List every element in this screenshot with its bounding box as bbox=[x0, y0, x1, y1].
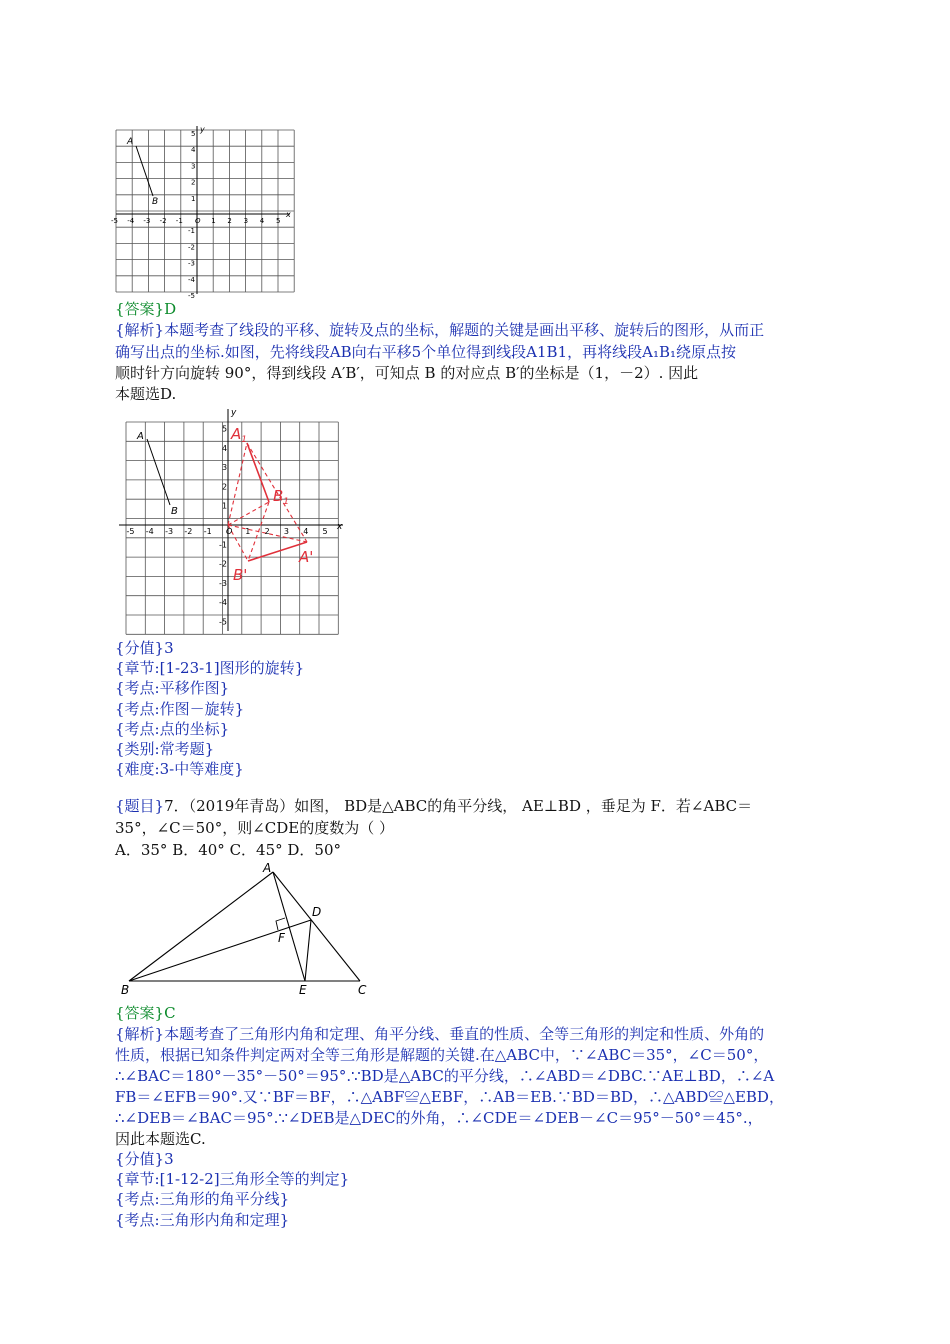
y-tick-label: 3 bbox=[191, 162, 196, 171]
x-tick-label: 5 bbox=[276, 217, 281, 225]
analysis-1-line-2-text: 确写出点的坐标.如图，先将线段AB向右平移5个单位得到线段A1B1，再将线段A₁B₁绕原点按 bbox=[115, 343, 736, 361]
point-b-label-2: B bbox=[171, 506, 178, 517]
point-b-label-1: B bbox=[152, 197, 159, 207]
point-a-label-1: A bbox=[127, 137, 134, 147]
metadata-line: {考点:平移作图} bbox=[115, 679, 230, 698]
y-tick-label: -2 bbox=[188, 243, 195, 252]
point-a1-main: A bbox=[231, 425, 242, 443]
segment-ab-1 bbox=[136, 146, 153, 196]
y-axis-label-1: y bbox=[200, 125, 205, 134]
y-tick-label: -2 bbox=[219, 559, 227, 569]
y-tick-label: 5 bbox=[191, 130, 196, 138]
point-b1-main: B bbox=[273, 487, 284, 505]
y-tick-label: 3 bbox=[222, 463, 228, 473]
y-tick-label: -5 bbox=[188, 292, 195, 300]
coordinate-graph-2 bbox=[115, 405, 350, 637]
answer-1: {答案}D bbox=[115, 300, 177, 318]
label-c: C bbox=[358, 983, 367, 997]
y-tick-label: -3 bbox=[188, 259, 195, 268]
metadata-line: {章节:[1-23-1]图形的旋转} bbox=[115, 659, 305, 678]
segment-de bbox=[305, 920, 311, 981]
x-tick-label: O bbox=[226, 527, 233, 536]
question-tag: {题目} bbox=[115, 797, 165, 815]
metadata-line: {考点:三角形的角平分线} bbox=[115, 1190, 290, 1209]
x-tick-label: 5 bbox=[322, 527, 328, 536]
x-tick-label: -2 bbox=[184, 527, 193, 536]
side-ab bbox=[129, 872, 273, 981]
point-b-prime-label: B' bbox=[233, 566, 248, 584]
y-tick-label: 4 bbox=[191, 146, 196, 155]
segment-ab-2 bbox=[147, 439, 170, 505]
x-tick-label: 2 bbox=[264, 527, 270, 536]
label-a: A bbox=[263, 861, 272, 875]
question-7-line-2: 35°，∠C＝50°，则∠CDE的度数为（ ） bbox=[115, 819, 395, 837]
y-tick-label: -4 bbox=[188, 275, 195, 284]
y-tick-label: -1 bbox=[188, 227, 195, 236]
label-e: E bbox=[299, 983, 307, 997]
x-tick-label: -3 bbox=[143, 217, 151, 225]
point-a1-sub: 1 bbox=[241, 435, 247, 445]
x-axis-label-1: x bbox=[286, 210, 291, 219]
label-b: B bbox=[121, 983, 130, 997]
y-tick-label: -4 bbox=[219, 598, 227, 608]
analysis-2-line-3: ∴∠BAC＝180°－35°－50°＝95°.∵BD是△ABC的平分线，∴∠ABD＝∠DBC.∵AE⊥BD，∴∠A bbox=[115, 1067, 775, 1085]
y-tick-label: 2 bbox=[191, 178, 196, 187]
x-tick-label: -5 bbox=[126, 527, 135, 536]
analysis-2-line-6: 因此本题选C. bbox=[115, 1130, 206, 1148]
point-a-label-2: A bbox=[137, 431, 144, 442]
x-tick-label: -4 bbox=[127, 217, 135, 225]
metadata-line: {类别:常考题} bbox=[115, 740, 215, 758]
x-tick-label: 3 bbox=[283, 527, 289, 536]
y-tick-label: -1 bbox=[219, 540, 227, 550]
question-7-text-1: 7．（2019年青岛）如图， BD是△ABC的角平分线， AE⊥BD ，垂足为 F．若∠ABC＝ bbox=[164, 797, 753, 815]
y-tick-label: 4 bbox=[222, 443, 228, 453]
metadata-line: {章节:[1-12-2]三角形全等的判定} bbox=[115, 1170, 350, 1189]
y-tick-label: -5 bbox=[219, 617, 227, 627]
metadata-line: {考点:作图－旋转} bbox=[115, 699, 245, 718]
point-b1-label bbox=[273, 487, 289, 507]
x-tick-label: -1 bbox=[175, 217, 183, 225]
y-axis-label-2: y bbox=[231, 408, 237, 418]
side-ac bbox=[273, 872, 360, 981]
x-tick-label: 2 bbox=[227, 217, 232, 225]
x-tick-label: -1 bbox=[203, 527, 212, 536]
analysis-1-line-2 bbox=[115, 342, 736, 362]
right-angle-mark bbox=[276, 918, 285, 930]
metadata-line: {考点:点的坐标} bbox=[115, 719, 230, 738]
y-tick-label: 2 bbox=[222, 482, 228, 492]
point-b1-sub: 1 bbox=[283, 497, 290, 507]
x-axis-label-2: x bbox=[337, 522, 343, 532]
x-tick-label: -3 bbox=[165, 527, 174, 536]
segment-ae bbox=[273, 872, 305, 981]
triangle-figure bbox=[115, 860, 375, 1000]
analysis-2-line-1: {解析}本题考查了三角形内角和定理、角平分线、垂直的性质、全等三角形的判定和性质、外角的 bbox=[115, 1025, 765, 1043]
x-tick-label: 4 bbox=[259, 217, 265, 225]
coordinate-graph-1 bbox=[112, 122, 297, 302]
analysis-1-line-4: 本题选D. bbox=[115, 385, 177, 403]
metadata-line: {分值}3 bbox=[115, 639, 174, 657]
answer-2: {答案}C bbox=[115, 1004, 176, 1022]
axes-1 bbox=[116, 126, 290, 294]
label-f: F bbox=[278, 931, 285, 945]
y-tick-label: 5 bbox=[222, 424, 228, 434]
analysis-2-line-2: 性质，根据已知条件判定两对全等三角形是解题的关键.在△ABC中，∵∠ABC＝35°，∠C＝50°， bbox=[115, 1046, 769, 1064]
x-tick-label: -4 bbox=[145, 527, 154, 536]
y-tick-label: -3 bbox=[219, 578, 227, 588]
question-7-line-1 bbox=[115, 796, 752, 816]
y-tick-label: 1 bbox=[222, 501, 228, 511]
x-tick-label: 1 bbox=[245, 527, 251, 536]
x-tick-label: 4 bbox=[303, 527, 309, 536]
x-tick-label: 3 bbox=[243, 217, 249, 225]
x-tick-label: 1 bbox=[211, 217, 216, 225]
bisector-bd bbox=[129, 920, 311, 981]
x-tick-label: -2 bbox=[159, 217, 167, 225]
analysis-2-line-5: ∴∠DEB＝∠BAC＝95°.∵∠DEB是△DEC的外角，∴∠CDE＝∠DEB－∠C＝95°－50°＝45°.， bbox=[115, 1109, 763, 1127]
analysis-1-line-1: {解析}本题考查了线段的平移、旋转及点的坐标，解题的关键是画出平移、旋转后的图形，从而正 bbox=[115, 321, 765, 339]
metadata-line: {考点:三角形内角和定理} bbox=[115, 1210, 290, 1229]
y-tick-label: 1 bbox=[191, 194, 196, 203]
x-tick-label: O bbox=[195, 217, 201, 225]
point-a1-label bbox=[230, 425, 247, 445]
question-7-options: A．35° B．40° C．45° D．50° bbox=[115, 841, 342, 859]
point-a-prime-label: A' bbox=[299, 548, 314, 566]
label-d: D bbox=[312, 905, 322, 919]
x-tick-label: -5 bbox=[111, 217, 118, 225]
metadata-line: {难度:3-中等难度} bbox=[115, 760, 244, 779]
grid-1 bbox=[116, 130, 294, 292]
analysis-2-line-4: FB＝∠EFB＝90°.又∵BF＝BF，∴△ABF≌△EBF，∴AB＝EB.∵BD＝BD，∴△ABD≌△EBD， bbox=[115, 1088, 784, 1106]
metadata-line: {分值}3 bbox=[115, 1150, 174, 1168]
analysis-1-line-3: 顺时针方向旋转 90°，得到线段 A′B′，可知点 B 的对应点 B′的坐标是（1，－2）. 因此 bbox=[115, 364, 699, 382]
